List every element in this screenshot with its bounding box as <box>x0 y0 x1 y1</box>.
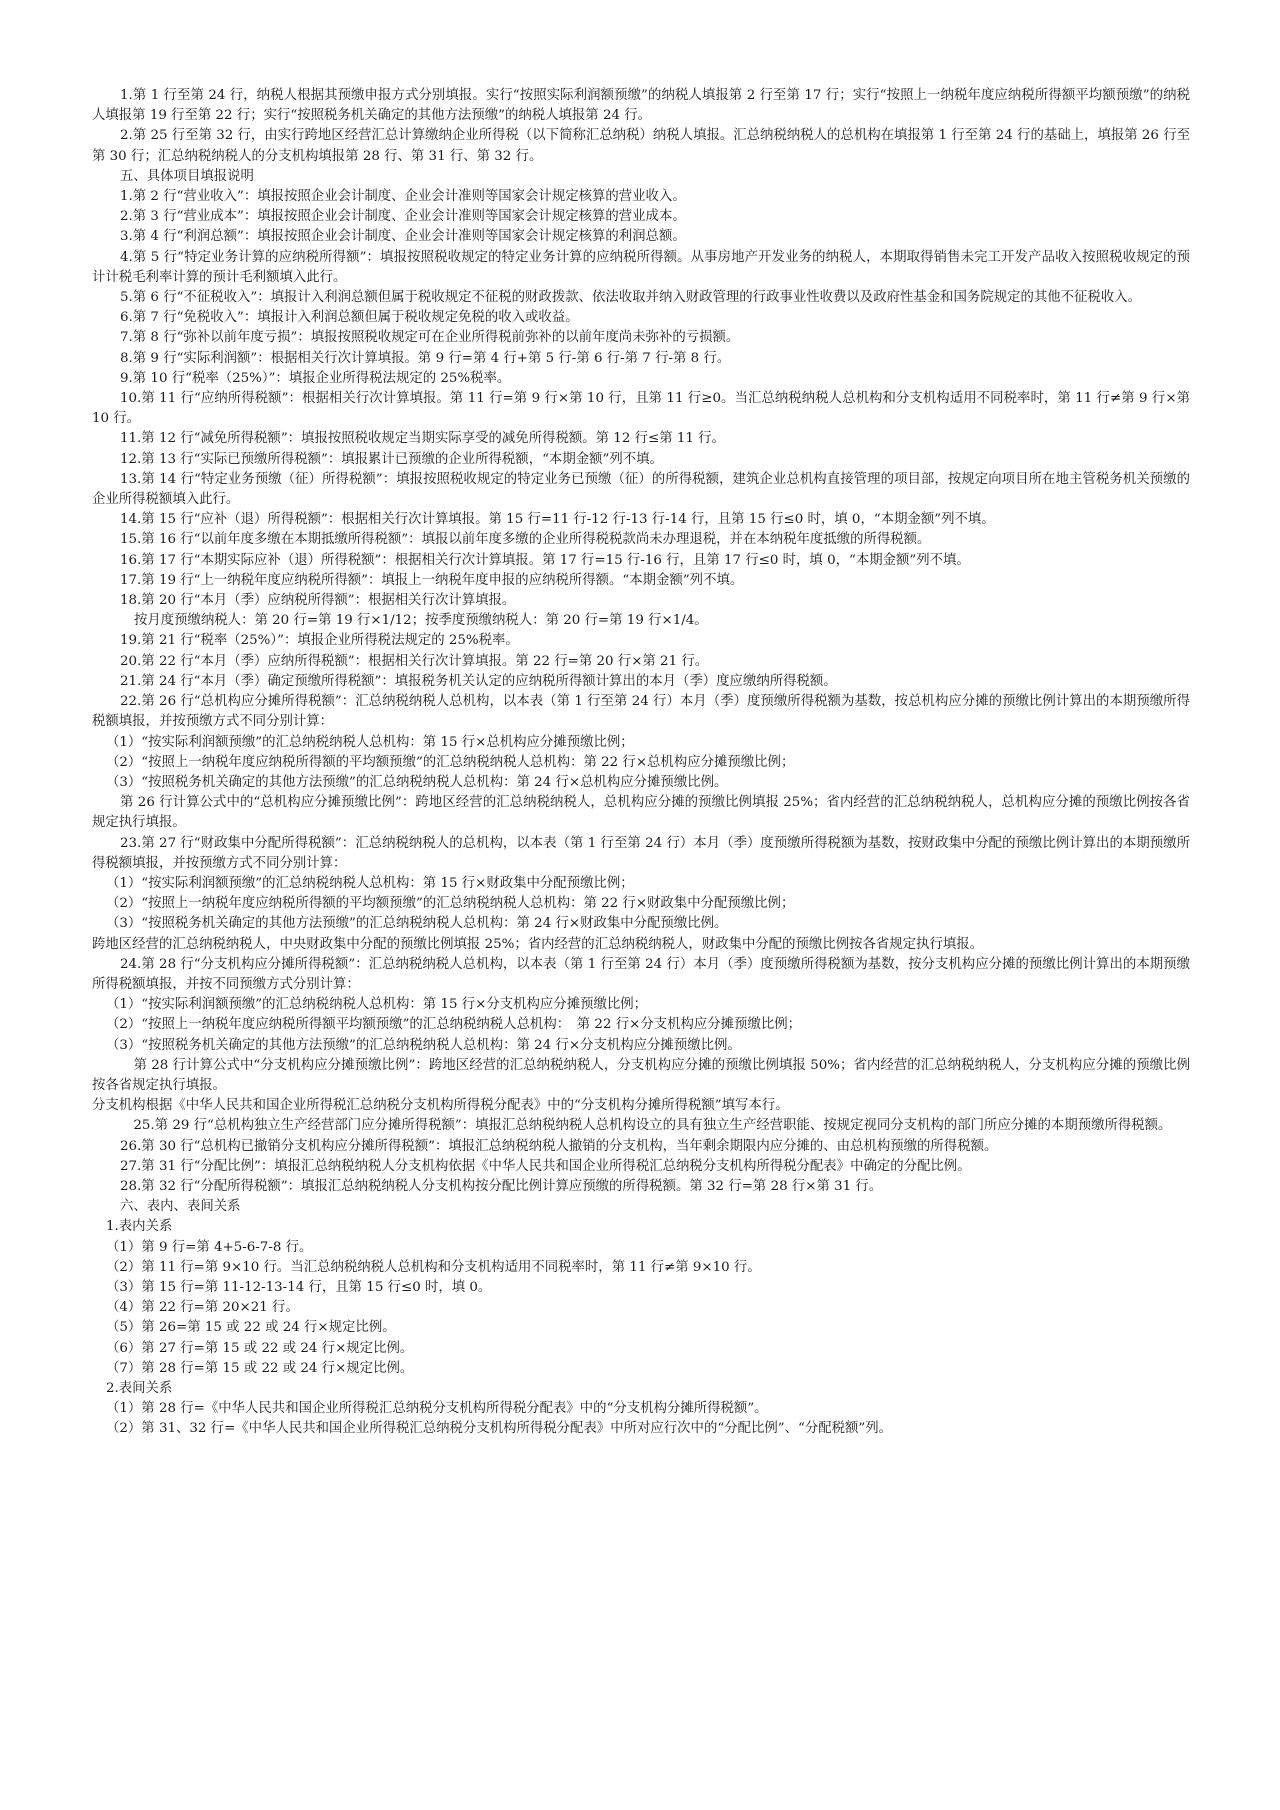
paragraph: （1）第 28 行=《中华人民共和国企业所得税汇总纳税分支机构所得税分配表》中的“分支机构分摊所得税额”。 <box>106 1401 768 1417</box>
paragraph: （2）“按照上一纳税年度应纳税所得额的平均额预缴”的汇总纳税纳税人总机构：第 22 行×财政集中分配预缴比例； <box>106 896 795 912</box>
paragraph: 25.第 29 行“总机构独立生产经营部门应分摊所得税额”：填报汇总纳税纳税人总机构设立的具有独立生产经营职能、按规定视同分支机构的部门所应分摊的本期预缴所得税额。 <box>120 1118 1172 1134</box>
paragraph: 13.第 14 行“特定业务预缴（征）所得税额”：填报按照税收规定的特定业务已预缴（征）的所得税额，建筑企业总机构直接管理的项目部，按规定向项目所在地主管税务机关预缴的企业所得税额填入此行。 <box>92 471 1190 508</box>
paragraph: 五、具体项目填报说明 <box>120 168 254 184</box>
paragraph: 跨地区经营的汇总纳税纳税人，中央财政集中分配的预缴比例填报 25%；省内经营的汇总纳税纳税人，财政集中分配的预缴比例按各省规定执行填报。 <box>92 936 984 952</box>
paragraph: 2.表间关系 <box>106 1381 173 1396</box>
paragraph: 10.第 11 行“应纳所得税额”：根据相关行次计算填报。第 11 行=第 9 行×第 10 行，且第 11 行≥0。当汇总纳税纳税人总机构和分支机构适用不同税率时，第 11 行≠第 9 行×第 10 行。 <box>92 391 1190 427</box>
document-body <box>92 86 1190 1440</box>
paragraph: （2）“按照上一纳税年度应纳税所得额平均额预缴”的汇总纳税纳税人总机构： 第 22 行×分支机构应分摊预缴比例； <box>106 1017 802 1033</box>
paragraph: 6.第 7 行“免税收入”：填报计入利润总额但属于税收规定免税的收入或收益。 <box>120 310 579 326</box>
paragraph: 4.第 5 行“特定业务计算的应纳税所得额”：填报按照税收规定的特定业务计算的应纳税所得额。从事房地产开发业务的纳税人，本期取得销售未完工开发产品收入按照税收规定的预计计税毛利率计算的预计毛利额填入此行。 <box>92 249 1190 285</box>
paragraph: 2.第 3 行“营业成本”：填报按照企业会计制度、企业会计准则等国家会计规定核算的营业成本。 <box>120 209 686 225</box>
paragraph: （1）“按实际利润额预缴”的汇总纳税纳税人总机构：第 15 行×总机构应分摊预缴比例； <box>106 734 634 750</box>
paragraph: 六、表内、表间关系 <box>120 1199 241 1215</box>
paragraph: （1）“按实际利润额预缴”的汇总纳税纳税人总机构：第 15 行×分支机构应分摊预缴比例； <box>106 997 648 1013</box>
paragraph: （7）第 28 行=第 15 或 22 或 24 行×规定比例。 <box>106 1360 414 1376</box>
paragraph: （6）第 27 行=第 15 或 22 或 24 行×规定比例。 <box>106 1340 414 1356</box>
paragraph: 1.第 2 行“营业收入”：填报按照企业会计制度、企业会计准则等国家会计规定核算的营业收入。 <box>120 189 686 205</box>
paragraph: 26.第 30 行“总机构已撤销分支机构应分摊所得税额”：填报汇总纳税纳税人撤销的分支机构，当年剩余期限内应分摊的、由总机构预缴的所得税额。 <box>120 1138 998 1154</box>
paragraph: 按月度预缴纳税人：第 20 行=第 19 行×1/12；按季度预缴纳税人：第 20 行=第 19 行×1/4。 <box>134 613 708 629</box>
paragraph: 7.第 8 行“弥补以前年度亏损”：填报按照税收规定可在企业所得税前弥补的以前年度尚未弥补的亏损额。 <box>120 330 740 346</box>
paragraph: （3）“按照税务机关确定的其他方法预缴”的汇总纳税纳税人总机构：第 24 行×总机构应分摊预缴比例。 <box>106 774 728 790</box>
paragraph: （2）第 31、32 行=《中华人民共和国企业所得税汇总纳税分支机构所得税分配表》中所对应行次中的“分配比例”、“分配税额”列。 <box>106 1421 893 1437</box>
paragraph: 第 26 行计算公式中的“总机构应分摊预缴比例”：跨地区经营的汇总纳税纳税人，总机构应分摊的预缴比例填报 25%；省内经营的汇总纳税纳税人，总机构应分摊的预缴比例按各省规定执行填报。 <box>92 795 1190 831</box>
paragraph: （3）“按照税务机关确定的其他方法预缴”的汇总纳税纳税人总机构：第 24 行×财政集中分配预缴比例。 <box>106 916 728 932</box>
paragraph: 1.表内关系 <box>106 1219 173 1235</box>
paragraph: 16.第 17 行“本期实际应补（退）所得税额”：根据相关行次计算填报。第 17 行=15 行-16 行，且第 17 行≤0 时，填 0，“本期金额”列不填。 <box>120 552 970 568</box>
paragraph: 17.第 19 行“上一纳税年度应纳税所得额”：填报上一纳税年度申报的应纳税所得额。“本期金额”列不填。 <box>120 572 744 588</box>
paragraph: （2）第 11 行=第 9×10 行。当汇总纳税纳税人总机构和分支机构适用不同税率时，第 11 行≠第 9×10 行。 <box>106 1259 761 1275</box>
paragraph: 18.第 20 行“本月（季）应纳税所得额”：根据相关行次计算填报。 <box>120 593 516 609</box>
paragraph: 12.第 13 行“实际已预缴所得税额”：填报累计已预缴的企业所得税额，“本期金额”列不填。 <box>120 451 663 467</box>
paragraph: 21.第 24 行“本月（季）确定预缴所得税额”：填报税务机关认定的应纳税所得额计算出的本月（季）度应缴纳所得税额。 <box>120 673 837 689</box>
paragraph: 28.第 32 行“分配所得税额”：填报汇总纳税纳税人分支机构按分配比例计算应预缴的所得税额。第 32 行=第 28 行×第 31 行。 <box>120 1178 883 1194</box>
paragraph: （1）第 9 行=第 4+5-6-7-8 行。 <box>106 1239 313 1255</box>
paragraph: （5）第 26=第 15 或 22 或 24 行×规定比例。 <box>106 1320 396 1336</box>
paragraph: 23.第 27 行“财政集中分配所得税额”：汇总纳税纳税人的总机构，以本表（第 1 行至第 24 行）本月（季）度预缴所得税额为基数，按财政集中分配的预缴比例计算出的本期预缴所得税额填报，并按预缴方式不同分别计算： <box>92 835 1190 871</box>
paragraph: 分支机构根据《中华人民共和国企业所得税汇总纳税分支机构所得税分配表》中的“分支机构分摊所得税额”填写本行。 <box>92 1098 789 1114</box>
paragraph: 22.第 26 行“总机构应分摊所得税额”：汇总纳税纳税人总机构，以本表（第 1 行至第 24 行）本月（季）度预缴所得税额为基数，按总机构应分摊的预缴比例计算出的本期预缴所得税额填报，并按预缴方式不同分别计算： <box>92 694 1190 730</box>
paragraph: 15.第 16 行“以前年度多缴在本期抵缴所得税额”：填报以前年度多缴的企业所得税税款尚未办理退税，并在本纳税年度抵缴的所得税额。 <box>120 532 931 548</box>
paragraph: 2.第 25 行至第 32 行，由实行跨地区经营汇总计算缴纳企业所得税（以下简称汇总纳税）纳税人填报。汇总纳税纳税人的总机构在填报第 1 行至第 24 行的基础上，填报第 26 行至第 30 行；汇总纳税纳税人的分支机构填报第 28 行、第 31 行、第 32 行。 <box>92 128 1190 164</box>
paragraph: 第 28 行计算公式中“分支机构应分摊预缴比例”：跨地区经营的汇总纳税纳税人，分支机构应分摊的预缴比例填报 50%；省内经营的汇总纳税纳税人，分支机构应分摊的预缴比例按各省规定执行填报。 <box>92 1057 1190 1093</box>
paragraph: 1.第 1 行至第 24 行，纳税人根据其预缴申报方式分别填报。实行“按照实际利润额预缴”的纳税人填报第 2 行至第 17 行；实行“按照上一纳税年度应纳税所得额平均额预缴”的纳税人填报第 19 行至第 22 行；实行“按照税务机关确定的其他方法预缴”的纳税人填报第 24 行。 <box>92 88 1190 124</box>
paragraph: 24.第 28 行“分支机构应分摊所得税额”：汇总纳税纳税人总机构，以本表（第 1 行至第 24 行）本月（季）度预缴所得税额为基数，按分支机构应分摊的预缴比例计算出的本期预缴所得税额填报，并按不同预缴方式分别计算： <box>92 956 1190 992</box>
paragraph: 8.第 9 行“实际利润额”：根据相关行次计算填报。第 9 行=第 4 行+第 5 行-第 6 行-第 7 行-第 8 行。 <box>120 350 731 366</box>
paragraph: 14.第 15 行“应补（退）所得税额”：根据相关行次计算填报。第 15 行=11 行-12 行-13 行-14 行，且第 15 行≤0 时，填 0，“本期金额”列不填。 <box>120 512 995 528</box>
paragraph: 9.第 10 行“税率（25%）”：填报企业所得税法规定的 25%税率。 <box>120 370 511 386</box>
paragraph: 11.第 12 行“减免所得税额”：填报按照税收规定当期实际享受的减免所得税额。第 12 行≤第 11 行。 <box>120 431 725 447</box>
paragraph: 27.第 31 行“分配比例”：填报汇总纳税纳税人分支机构依据《中华人民共和国企业所得税汇总纳税分支机构所得税分配表》中确定的分配比例。 <box>120 1158 971 1174</box>
paragraph: 20.第 22 行“本月（季）应纳所得税额”：根据相关行次计算填报。第 22 行=第 20 行×第 21 行。 <box>120 653 709 669</box>
paragraph: （4）第 22 行=第 20×21 行。 <box>106 1300 299 1316</box>
paragraph: （1）“按实际利润额预缴”的汇总纳税纳税人总机构：第 15 行×财政集中分配预缴比例； <box>106 875 634 891</box>
paragraph: （3）第 15 行=第 11-12-13-14 行，且第 15 行≤0 时，填 0。 <box>106 1279 492 1295</box>
paragraph: 3.第 4 行“利润总额”：填报按照企业会计制度、企业会计准则等国家会计规定核算的利润总额。 <box>120 229 686 245</box>
paragraph: （2）“按照上一纳税年度应纳税所得额的平均额预缴”的汇总纳税纳税人总机构：第 22 行×总机构应分摊预缴比例； <box>106 754 795 770</box>
paragraph: 5.第 6 行“不征税收入”：填报计入利润总额但属于税收规定不征税的财政拨款、依法收取并纳入财政管理的行政事业性收费以及政府性基金和国务院规定的其他不征税收入。 <box>120 290 1142 306</box>
paragraph: （3）“按照税务机关确定的其他方法预缴”的汇总纳税纳税人总机构：第 24 行×分支机构应分摊预缴比例。 <box>106 1037 741 1053</box>
paragraph: 19.第 21 行“税率（25%）”：填报企业所得税法规定的 25%税率。 <box>120 633 519 649</box>
